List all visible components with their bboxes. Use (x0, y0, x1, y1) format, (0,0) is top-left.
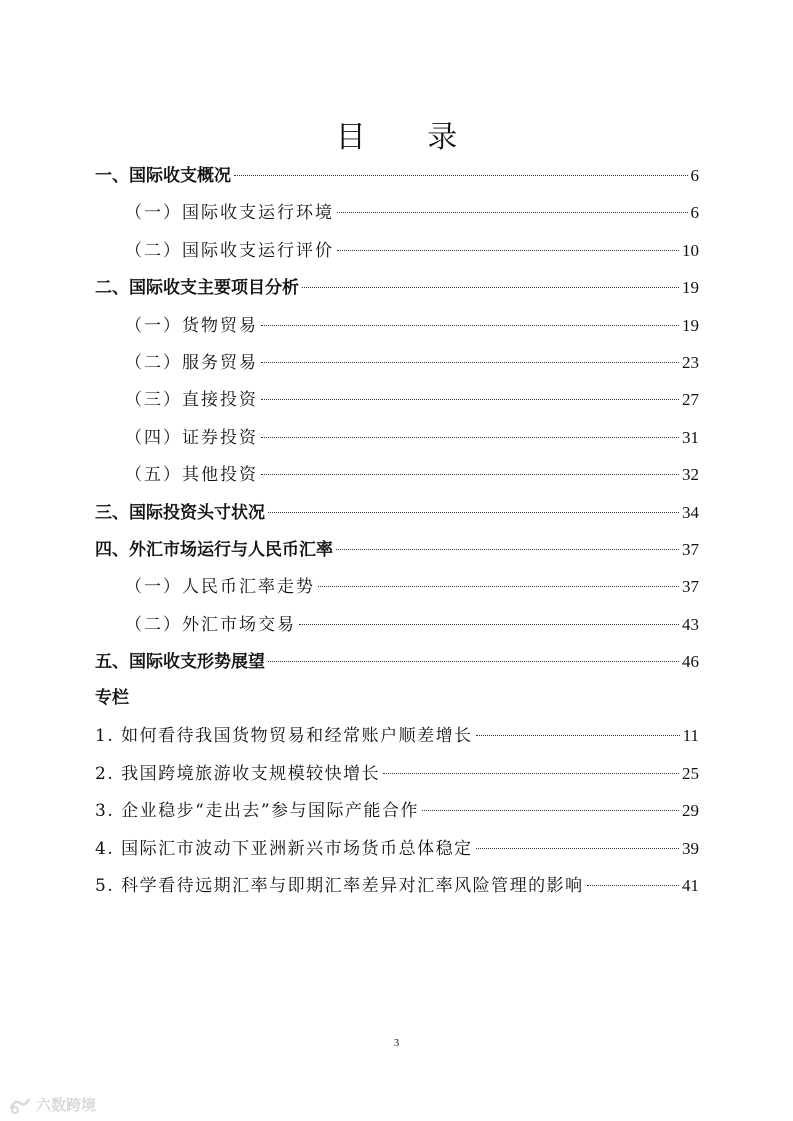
toc-entry (95, 792, 699, 829)
toc-entry-label: 4. 国际汇市波动下亚洲新兴市场货币总体稳定 (95, 838, 473, 859)
toc-entry (95, 344, 699, 381)
toc-entry-page: 37 (682, 577, 699, 597)
dot-leader (234, 175, 688, 176)
dot-leader (261, 362, 679, 363)
toc-entry (95, 830, 699, 867)
watermark (8, 1094, 96, 1115)
dot-leader (268, 512, 679, 513)
toc-main-entries (95, 157, 699, 680)
toc-entry-label: 四、外汇市场运行与人民币汇率 (95, 539, 333, 560)
toc-entry (95, 755, 699, 792)
toc-entry-page: 39 (682, 838, 699, 858)
toc-entry-label: （四）证券投资 (125, 427, 258, 448)
toc-entry-page: 34 (682, 502, 699, 522)
dot-leader (261, 437, 679, 438)
toc-entry-page: 46 (682, 652, 699, 672)
toc-entry-page: 29 (682, 801, 699, 821)
toc-entry-page: 43 (682, 614, 699, 634)
toc-entry-label: 2. 我国跨境旅游收支规模较快增长 (95, 763, 381, 784)
toc-entry-label: （一）国际收支运行环境 (125, 203, 334, 224)
dot-leader (299, 624, 679, 625)
dot-leader (422, 810, 679, 811)
toc-entry-label: （二）外汇市场交易 (125, 614, 296, 635)
toc-entry (95, 494, 699, 531)
toc-entry-label: （三）直接投资 (125, 390, 258, 411)
dot-leader (261, 399, 679, 400)
toc-entry-label: 二、国际收支主要项目分析 (95, 278, 299, 299)
toc-entry (95, 269, 699, 306)
toc-entry-page: 19 (682, 315, 699, 335)
toc-entry (95, 194, 699, 231)
toc-entry-label: 3. 企业稳步“走出去”参与国际产能合作 (95, 801, 420, 822)
toc-entry-label: （五）其他投资 (125, 465, 258, 486)
toc-entry-label: （二）国际收支运行评价 (125, 240, 334, 261)
toc-entry-label: （二）服务贸易 (125, 352, 258, 373)
toc-entry-page: 25 (682, 763, 699, 783)
toc-entry-page: 6 (690, 203, 699, 223)
toc-entry-label: 三、国际投资头寸状况 (95, 502, 265, 523)
toc-entry-page: 10 (682, 240, 699, 260)
dot-leader (261, 325, 679, 326)
toc-entry (95, 232, 699, 269)
toc-entry (95, 643, 699, 680)
toc-entry-page: 27 (682, 390, 699, 410)
dot-leader (302, 287, 679, 288)
table-of-contents (95, 157, 699, 904)
toc-entry-label: （一）人民币汇率走势 (125, 577, 315, 598)
toc-entry-page: 37 (682, 539, 699, 559)
dot-leader (476, 848, 679, 849)
page-number: 3 (393, 1037, 400, 1049)
toc-entry (95, 381, 699, 418)
toc-entry (95, 456, 699, 493)
watermark-text: 六数跨境 (36, 1096, 97, 1114)
toc-entry-label: 1. 如何看待我国货物贸易和经常账户顺差增长 (95, 726, 473, 747)
dot-leader (587, 885, 679, 886)
toc-entry-page: 19 (682, 278, 699, 298)
dot-leader (383, 773, 679, 774)
dot-leader (268, 661, 679, 662)
toc-entry (95, 307, 699, 344)
toc-entry-page: 32 (682, 465, 699, 485)
toc-entry (95, 419, 699, 456)
toc-entry (95, 867, 699, 904)
toc-entry (95, 606, 699, 643)
dot-leader (476, 735, 680, 736)
dot-leader (337, 250, 679, 251)
dot-leader (337, 212, 688, 213)
toc-entry-label: （一）货物贸易 (125, 315, 258, 336)
toc-entry-page: 6 (690, 166, 699, 185)
toc-entry-page: 41 (682, 876, 699, 896)
toc-entry-label: 一、国际收支概况 (95, 166, 231, 186)
toc-column-entries (95, 717, 699, 904)
dot-leader (261, 474, 679, 475)
toc-entry-label: 5. 科学看待远期汇率与即期汇率差异对汇率风险管理的影响 (95, 876, 584, 897)
page-title: 目 录 (335, 120, 484, 155)
toc-entry (95, 157, 699, 194)
toc-entry-label: 五、国际收支形势展望 (95, 652, 265, 673)
toc-entry-page: 31 (682, 427, 699, 447)
watermark-logo-icon (8, 1095, 32, 1115)
toc-entry-page: 23 (682, 352, 699, 372)
toc-entry (95, 568, 699, 605)
toc-entry (95, 717, 699, 754)
columns-heading: 专栏 (95, 688, 129, 709)
dot-leader (336, 549, 679, 550)
toc-entry-page: 11 (682, 726, 699, 746)
toc-entry (95, 531, 699, 568)
dot-leader (318, 586, 679, 587)
